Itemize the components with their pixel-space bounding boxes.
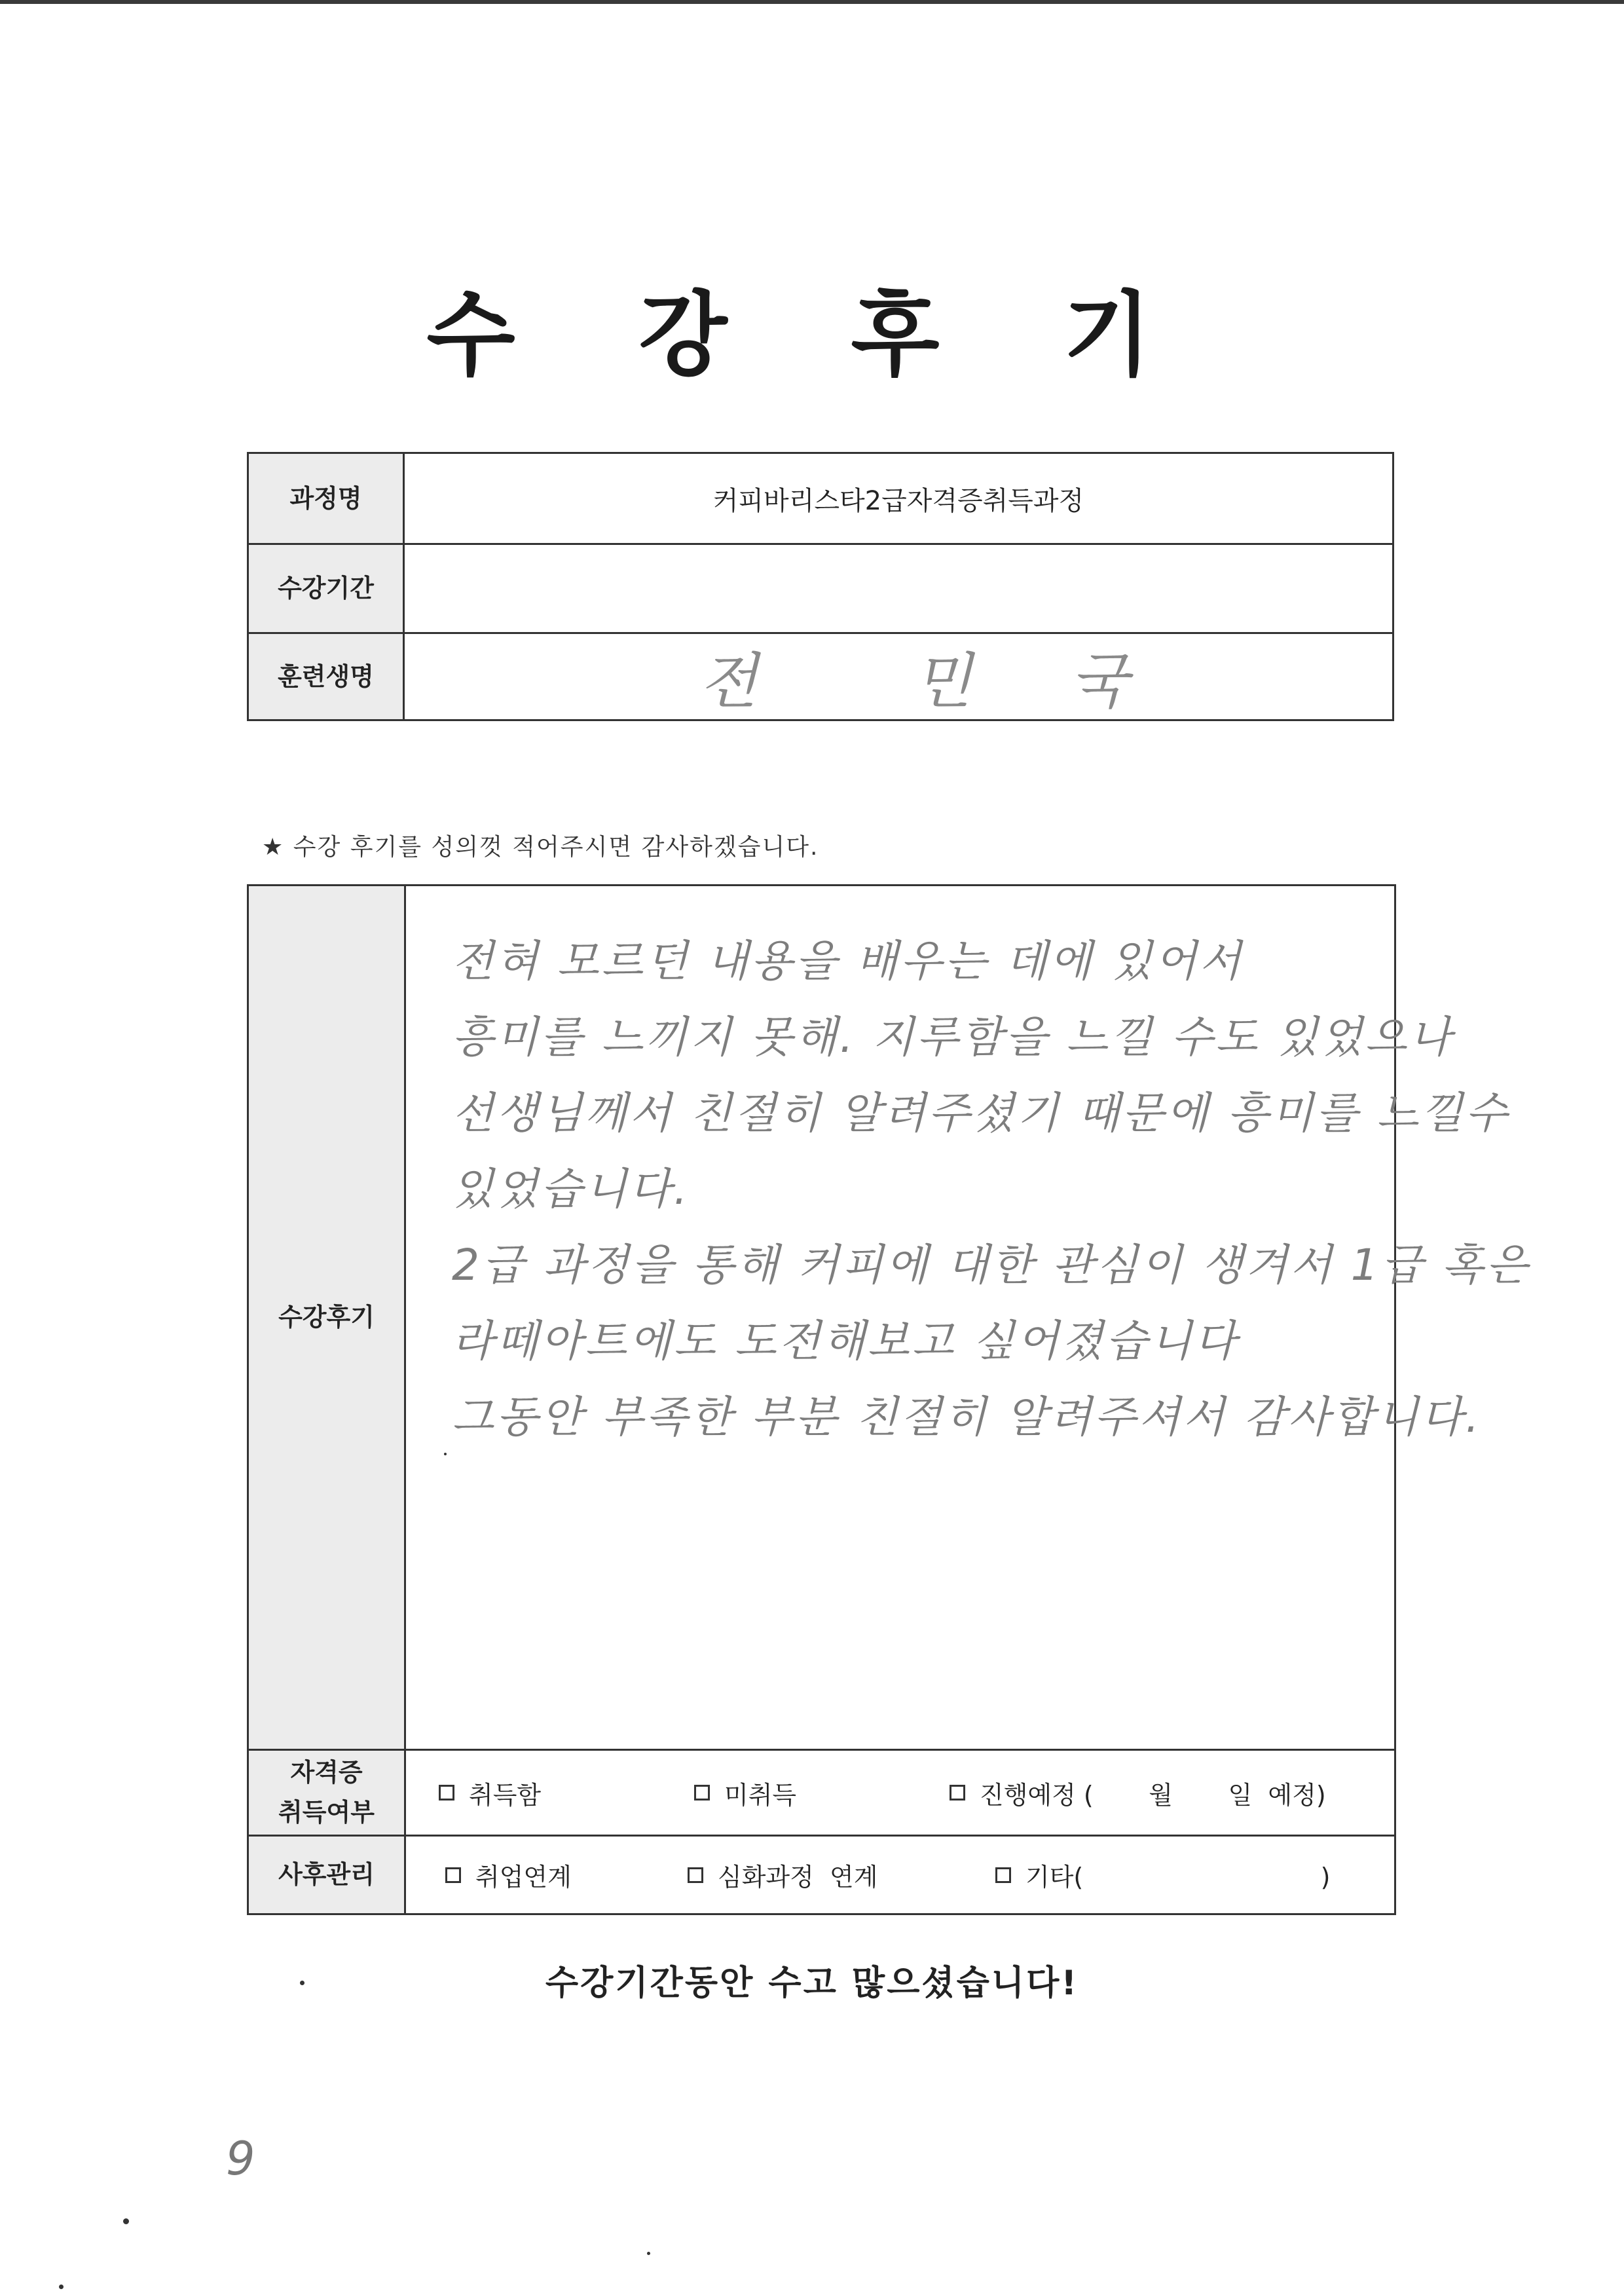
scan-speck — [300, 1981, 304, 1985]
course-value: 커피바리스타2급자격증취득과정 — [712, 485, 1084, 516]
period-value[interactable] — [405, 545, 1392, 632]
checkbox-advanced[interactable] — [688, 1867, 703, 1883]
scan-speck — [444, 1453, 447, 1455]
option-scheduled-label: 진행예정 ( 월 일 예정) — [980, 1780, 1326, 1810]
review-line: 라떼아트에도 도전해보고 싶어졌습니다 — [452, 1316, 1239, 1366]
notice-text: ★ 수강 후기를 성의껏 적어주시면 감사하겠습니다. — [262, 834, 819, 861]
scan-speck — [647, 2252, 650, 2255]
option-not-acquired[interactable] — [694, 1775, 796, 1811]
aftercare-row — [249, 1835, 1394, 1913]
scan-speck — [59, 2285, 64, 2289]
review-line: 선생님께서 친절히 알려주셨기 때문에 흥미를 느낄수 — [452, 1088, 1510, 1138]
review-line: 흥미를 느끼지 못해. 지루함을 느낄 수도 있었으나 — [452, 1012, 1454, 1062]
course-label: 과정명 — [249, 454, 405, 543]
option-not-acquired-label: 미취득 — [724, 1780, 797, 1810]
option-acquired-label: 취득함 — [469, 1780, 542, 1810]
review-handwriting — [452, 924, 1530, 1455]
option-employment-label: 취업연계 — [475, 1863, 572, 1892]
closing-message: 수강기간동안 수고 많으셨습니다! — [545, 1964, 1079, 2003]
review-line: 그동안 부족한 부분 친절히 알려주셔서 감사합니다. — [452, 1392, 1482, 1442]
certificate-label-line2: 취득여부 — [278, 1798, 375, 1827]
review-label: 수강후기 — [249, 886, 406, 1749]
review-line: 있었습니다. — [452, 1164, 690, 1214]
scan-edge — [0, 0, 1624, 4]
period-row — [249, 543, 1392, 632]
option-advanced-label: 심화과정 연계 — [718, 1863, 878, 1892]
checkbox-employment[interactable] — [445, 1867, 461, 1883]
certificate-options — [406, 1751, 1394, 1835]
certificate-label — [249, 1751, 406, 1835]
review-line: 2급 과정을 통해 커피에 대한 관심이 생겨서 1급 혹은 — [452, 1240, 1530, 1290]
aftercare-label: 사후관리 — [249, 1837, 406, 1913]
checkbox-scheduled[interactable] — [950, 1785, 965, 1801]
page-title: 수 강 후 기 — [426, 282, 1198, 389]
option-acquired[interactable] — [439, 1775, 541, 1811]
checkbox-acquired[interactable] — [439, 1785, 454, 1801]
info-table — [247, 452, 1394, 721]
checkbox-not-acquired[interactable] — [694, 1785, 710, 1801]
course-row — [249, 454, 1392, 543]
trainee-row — [249, 632, 1392, 719]
option-other-label: 기타( ) — [1025, 1863, 1331, 1892]
review-line: 전혀 모르던 내용을 배우는 데에 있어서 — [452, 936, 1244, 986]
trainee-name-handwritten[interactable]: 전 민 국 — [699, 646, 1168, 717]
aftercare-options — [406, 1837, 1394, 1913]
handwritten-page-mark: 9 — [226, 2132, 255, 2186]
trainee-label: 훈련생명 — [249, 634, 405, 719]
checkbox-other[interactable] — [995, 1867, 1011, 1883]
certificate-row — [249, 1749, 1394, 1835]
option-employment[interactable] — [445, 1857, 572, 1893]
scan-speck — [123, 2218, 129, 2224]
option-advanced[interactable] — [688, 1857, 877, 1893]
certificate-label-line1: 자격증 — [290, 1758, 363, 1787]
period-label: 수강기간 — [249, 545, 405, 632]
option-scheduled[interactable] — [950, 1775, 1326, 1811]
option-other[interactable] — [995, 1857, 1330, 1893]
